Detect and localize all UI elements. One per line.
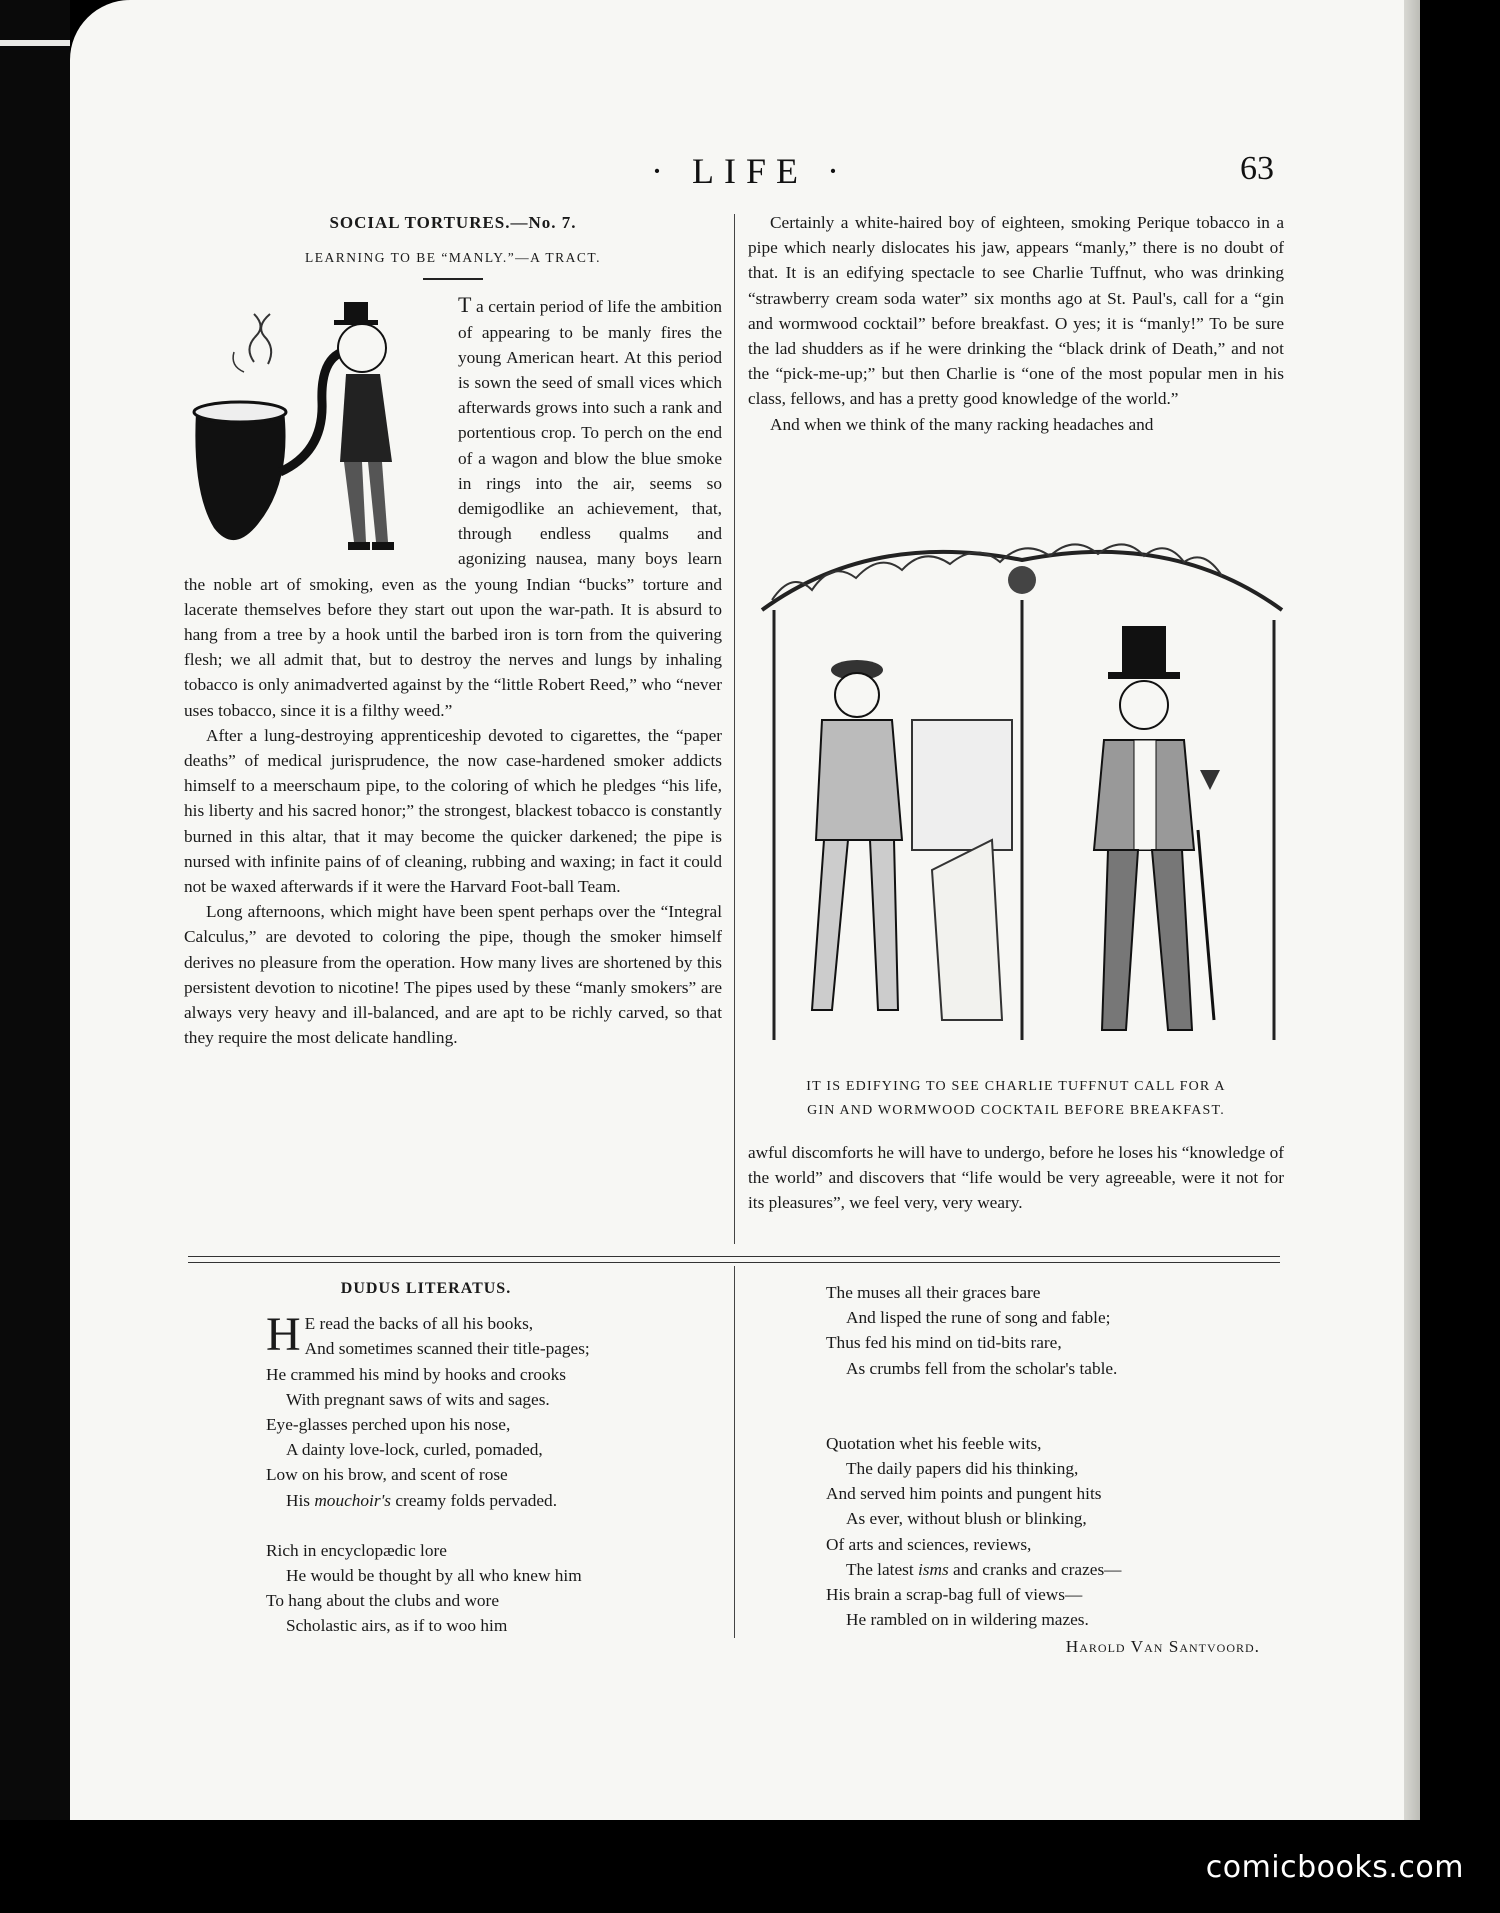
poem-text: and cranks and crazes— [948,1559,1122,1579]
cartoon-caption [748,1075,1284,1123]
scan-left-edge [0,0,70,1913]
poem-title: DUDUS LITERATUS. [340,1280,512,1297]
poem-line: Of arts and sciences, reviews, [826,1534,1032,1554]
section-rule [188,1256,1280,1257]
boy-smoking-pipe-illustration [184,292,452,568]
poem-line: And served him points and pungent hits [826,1484,1102,1504]
poem-line: Eye-glasses perched upon his nose, [266,1415,511,1435]
caption-line: GIN AND WORMWOOD COCKTAIL BEFORE BREAKFAST. [807,1103,1225,1118]
poem-line: The daily papers did his thinking, [846,1459,1079,1479]
poem-line: He would be thought by all who knew him [286,1566,582,1586]
poem-author: Harold Van Santvoord. [1065,1637,1260,1657]
divider [423,278,483,280]
poem-line: And sometimes scanned their title-pages; [304,1339,590,1359]
poem-line: To hang about the clubs and wore [266,1591,499,1611]
poem-line: Scholastic airs, as if to woo him [286,1616,508,1636]
charlie-tuffnut-cartoon [752,540,1292,1062]
poem-line: Thus fed his mind on tid-bits rare, [826,1333,1062,1353]
poem-line: E read the backs of all his books, [304,1314,534,1334]
article-subheading: LEARNING TO BE “MANLY.”—A TRACT. [305,250,601,266]
article-left-column [184,210,722,1051]
poem-column-divider [734,1266,735,1638]
poem-line: With pregnant saws of wits and sages. [286,1389,550,1409]
poem-line: Quotation whet his feeble wits, [826,1433,1042,1453]
article-paragraph-4: Certainly a white-haired boy of eighteen, smoking Perique tobacco in a pipe which nearly dislocates his jaw, appears “manly,” there is no doubt of that. It is an edifying spectacle to see Charlie Tuffnut, who was drinking “strawberry cream soda water” six months ago at St. Paul's, call for a “gin and wormwood cocktail” before breakfast. O yes; it is “manly!” To be sure the lad shudders as if he were drinking the “black drink of Death,” and not the “pick-me-up;” but then Charlie is “one of the most popular men in his class, fellows, and has a pretty good knowledge of the world.” [748,213,1284,409]
poem-italic: mouchoir's [314,1490,391,1510]
poem-line: Rich in encyclopædic lore [266,1540,447,1560]
page-shadow [1404,0,1420,1820]
poem-text: The latest [846,1559,918,1579]
watermark-text: comicbooks.com [1205,1850,1464,1885]
poem-line: A dainty love-lock, curled, pomaded, [286,1440,543,1460]
poem-line: He crammed his mind by hooks and crooks [266,1364,566,1384]
poem-line: And lisped the rune of song and fable; [846,1308,1111,1328]
paragraph-text: a certain period of life the ambition of appearing to be manly fires the young American heart. At this period is sown the seed of small vices which afterwards grows into such a rank and portentious crop. To perch on the end of a wagon and blow the blue smoke in rings into the air, seems so demigodlike an achievement, that, through endless qualms and agonizing nausea, many boys learn the noble art of smoking, even as the young Indian “bucks” torture and lacerate themselves before they start out upon the war-path. It is absurd to hang from a tree by a hook until the barbed iron is torn from the quivering flesh; we all admit that, but to destroy the nerves and lungs by inhaling tobacco is only animadverted against by the “little Robert Reed,” who “never uses tobacco, since it is a filthy weed.” [184,297,722,720]
article-continuation [748,1140,1284,1216]
section-rule [188,1262,1280,1263]
article-paragraph-3: Long afternoons, which might have been spent perhaps over the “Integral Calculus,” are devoted to coloring the pipe, though the smoker himself derives no pleasure from the operation. How many lives are shortened by this persistent devotion to nicotine! The pipes used by these “manly smokers” are always very heavy and ill-balanced, and are apt to be richly carved, so that they require the most delicate handling. [184,902,722,1048]
caption-line: IT IS EDIFYING TO SEE CHARLIE TUFFNUT CALL FOR A [806,1079,1226,1094]
poem-line [826,1557,1266,1582]
masthead: · LIFE · [651,151,849,191]
drop-cap: T [458,292,472,318]
poem-italic: isms [917,1559,949,1579]
poem-drop-cap: H [266,1308,301,1362]
poem-line: Low on his brow, and scent of rose [266,1465,508,1485]
poem-text: His [286,1490,315,1510]
page-number: 63 [1240,150,1274,187]
article-paragraph-2: After a lung-destroying apprenticeship devoted to cigarettes, the “paper deaths” of medical jurisprudence, the now case-hardened smoker addicts himself to a meerschaum pipe, to the coloring of which he pledges “his life, his liberty and his sacred honor;” the strongest, blackest tobacco is constantly burned in this altar, that it may become the quicker darkened; the pipe is nursed with infinite pains of of cleaning, rubbing and waxing; in fact it could not be waxed afterwards if it were the Harvard Foot-ball Team. [184,725,722,897]
poem-left-column [266,1276,726,1639]
column-divider [734,214,735,1244]
poem-text: creamy folds pervaded. [391,1490,558,1510]
poem-line [266,1488,726,1513]
poem-line: As ever, without blush or blinking, [846,1509,1087,1529]
poem-right-column [826,1280,1266,1660]
article-right-column [748,210,1284,437]
poem-line: His brain a scrap-bag full of views— [826,1585,1083,1605]
poem-line: He rambled on in wildering mazes. [846,1610,1089,1630]
poem-line: As crumbs fell from the scholar's table. [846,1358,1118,1378]
article-paragraph-6: awful discomforts he will have to undergo, before he loses his “knowledge of the world” and discovers that “life would be very agreeable, were it not for its pleasures”, we feel very, very weary. [748,1143,1284,1213]
poem-line: The muses all their graces bare [826,1283,1041,1302]
article-paragraph-5: And when we think of the many racking headaches and [770,414,1154,434]
article-heading: SOCIAL TORTURES.—No. 7. [329,213,577,232]
